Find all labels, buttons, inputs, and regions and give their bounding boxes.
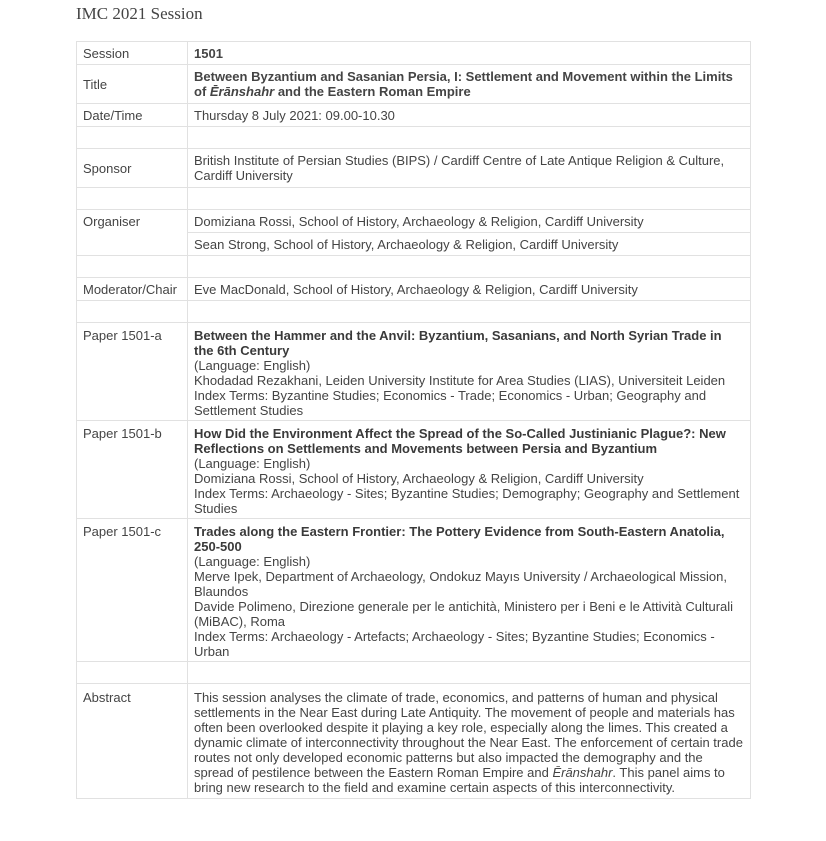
abstract-part1: This session analyses the climate of trade, economics, and patterns of human and physical settlements in the Near East during Late Antiquity. The movement of people and materials has often been overlooked despite it playing a key role, especially along the limes. This created a dynamic climate of interconnectivity throughout the Near East. The enforcement of certain trade routes not only developed economic patterns but also impacted the demography and the spread of pestilence between the Eastern Roman Empire and [194, 690, 743, 780]
page-title: IMC 2021 Session [76, 4, 203, 23]
organiser-label [77, 210, 188, 256]
organiser-value: Domiziana Rossi, School of History, Archaeology & Religion, Cardiff University [188, 210, 751, 233]
moderator-value: Eve MacDonald, School of History, Archaeology & Religion, Cardiff University [188, 278, 751, 301]
paper-index-terms: Index Terms: Archaeology - Artefacts; Archaeology - Sites; Byzantine Studies; Economics - Urban [194, 629, 715, 659]
title-label: Title [77, 65, 188, 104]
paper-label: Paper 1501-c [77, 519, 188, 662]
spacer-row [77, 188, 751, 210]
paper-title: How Did the Environment Affect the Spread of the So-Called Justinianic Plague?: New Reflections on Settlements and Movements between Persia and Byzantium [194, 426, 726, 456]
paper-language: (Language: English) [194, 456, 311, 471]
paper-label: Paper 1501-b [77, 421, 188, 519]
abstract-text [188, 684, 751, 799]
paper-index-terms: Index Terms: Archaeology - Sites; Byzantine Studies; Demography; Geography and Settlement Studies [194, 486, 740, 516]
session-row [77, 42, 751, 65]
spacer-row [77, 662, 751, 684]
datetime-row [77, 104, 751, 127]
paper-language: (Language: English) [194, 358, 311, 373]
session-table [76, 41, 751, 799]
paper-label: Paper 1501-a [77, 323, 188, 421]
spacer-row [77, 127, 751, 149]
paper-title: Between the Hammer and the Anvil: Byzantium, Sasanians, and North Syrian Trade in the 6th Century [194, 328, 722, 358]
paper-language: (Language: English) [194, 554, 311, 569]
abstract-part2: . This panel aims to bring new research to the field and examine certain aspects of this interconnectivity. [194, 765, 725, 795]
paper-row [77, 323, 751, 421]
sponsor-value: British Institute of Persian Studies (BIPS) / Cardiff Centre of Late Antique Religion & Culture, Cardiff University [188, 149, 751, 188]
sponsor-label: Sponsor [77, 149, 188, 188]
spacer-row [77, 256, 751, 278]
sponsor-row [77, 149, 751, 188]
organiser-row [77, 210, 751, 233]
spacer-row [77, 301, 751, 323]
paper-author: Merve Ipek, Department of Archaeology, Ondokuz Mayıs University / Archaeological Mission, Blaundos [194, 569, 727, 599]
moderator-row [77, 278, 751, 301]
paper-details [188, 519, 751, 662]
paper-details [188, 323, 751, 421]
organiser-label-text: Organiser [83, 214, 141, 229]
organiser-value: Sean Strong, School of History, Archaeology & Religion, Cardiff University [188, 233, 751, 256]
title-part1: Between Byzantium and Sasanian Persia, I: Settlement and Movement within the Limits of [194, 69, 733, 99]
paper-index-terms: Index Terms: Byzantine Studies; Economics - Trade; Economics - Urban; Geography and Settlement Studies [194, 388, 707, 418]
paper-author: Davide Polimeno, Direzione generale per le antichità, Ministero per i Beni e le Attività Culturali (MiBAC), Roma [194, 599, 734, 629]
paper-title: Trades along the Eastern Frontier: The Pottery Evidence from South-Eastern Anatolia, 250-500 [194, 524, 725, 554]
paper-author: Domiziana Rossi, School of History, Archaeology & Religion, Cardiff University [194, 471, 644, 486]
title-row [77, 65, 751, 104]
datetime-value: Thursday 8 July 2021: 09.00-10.30 [188, 104, 751, 127]
session-label: Session [77, 42, 188, 65]
session-number: 1501 [188, 42, 751, 65]
paper-details [188, 421, 751, 519]
datetime-label: Date/Time [77, 104, 188, 127]
abstract-row [77, 684, 751, 799]
abstract-label: Abstract [77, 684, 188, 799]
session-title [188, 65, 751, 104]
title-italic: Ērānshahr [209, 84, 275, 99]
paper-author: Khodadad Rezakhani, Leiden University Institute for Area Studies (LIAS), Universiteit Leiden [194, 373, 726, 388]
paper-row [77, 519, 751, 662]
paper-row [77, 421, 751, 519]
title-part2: and the Eastern Roman Empire [274, 84, 471, 99]
abstract-italic: Ērānshahr [552, 765, 613, 780]
moderator-label: Moderator/Chair [77, 278, 188, 301]
